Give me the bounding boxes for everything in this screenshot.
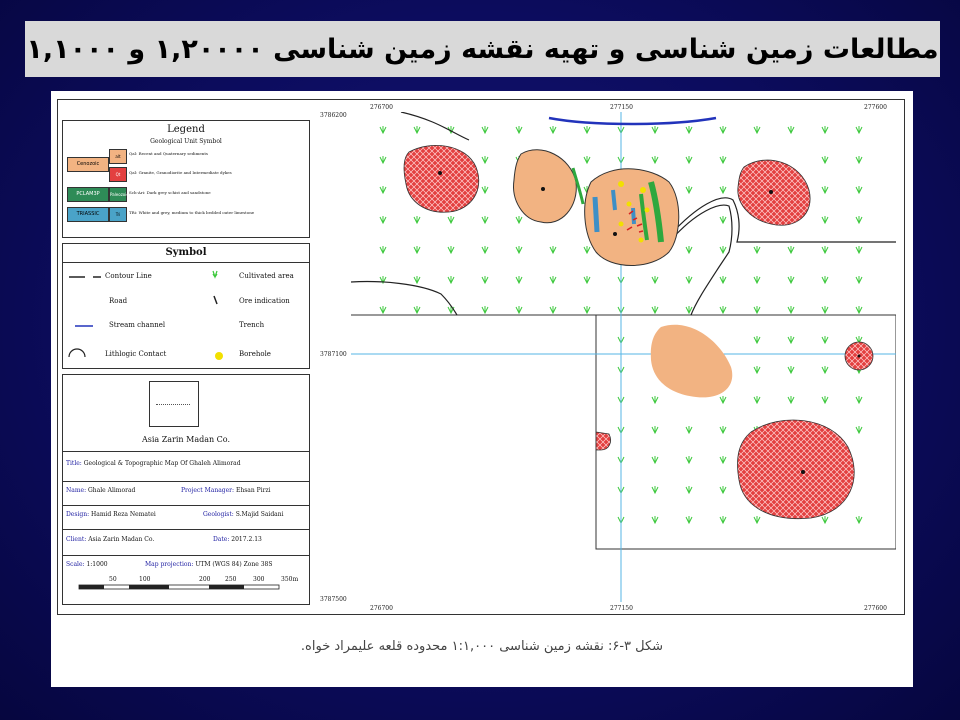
unit-desc: Sch-Ari: Dark grey schist and sandstone — [129, 190, 211, 195]
borehole-icon — [215, 352, 223, 360]
title-value: Geological & Topographic Map Of Ghaleh Alimorad — [83, 460, 241, 467]
unit-desc: Qal: Recent and Quaternary sediments — [129, 151, 208, 156]
coord-left: 3787500 — [320, 596, 347, 603]
symbol-label-trench: Trench — [239, 321, 265, 329]
scale-tick: 350m — [281, 576, 299, 583]
coord-left: 3787100 — [320, 351, 347, 358]
cultivated-area-icon — [213, 271, 217, 277]
scale-tick: 100 — [139, 576, 151, 583]
geologist-value: S.Majid Saidani — [235, 511, 284, 518]
date-value: 2017.2.13 — [231, 536, 262, 543]
symbol-box — [62, 243, 310, 369]
scale-tick: 200 — [199, 576, 211, 583]
title-label: Title: — [66, 460, 82, 467]
coord-left: 3786200 — [320, 112, 347, 119]
projection-value: UTM (WGS 84) Zone 38S — [195, 561, 273, 568]
coord-top: 277150 — [610, 104, 633, 111]
legend-title: Legend — [167, 124, 205, 135]
name-value: Ghale Alimorad — [88, 487, 136, 494]
legend-subtitle: Geological Unit Symbol — [150, 138, 222, 145]
symbol-title: Symbol — [165, 247, 207, 258]
unit-swatch-triassic: TRIASSIC — [67, 207, 109, 222]
unit-desc: TRi: White and grey, medium to thick bedded outer limestone — [129, 210, 255, 215]
scale-tick: 250 — [225, 576, 237, 583]
design-value: Hamid Reza Nematei — [91, 511, 156, 518]
granite-unit — [738, 420, 855, 519]
scale-tick: 50 — [109, 576, 117, 583]
symbol-label-contour: Contour Line — [105, 272, 152, 280]
design-label: Design: — [66, 511, 90, 518]
coord-bottom: 277150 — [610, 605, 633, 612]
limestone-unit — [613, 190, 615, 210]
scale-bar — [69, 575, 305, 595]
lithologic-contact-icon — [69, 349, 85, 357]
granite-unit — [404, 145, 479, 212]
pm-label: Project Manager: — [181, 487, 235, 494]
title-block — [62, 374, 310, 605]
unit-swatch-cenozoic: Cenozoic — [67, 157, 109, 172]
unit-mini-pz: Paleozoic — [109, 187, 127, 202]
coord-top: 277600 — [864, 104, 887, 111]
symbol-label-road: Road — [109, 297, 128, 305]
geologist-label: Geologist: — [203, 511, 234, 518]
figure-caption: شکل ۳-۶: نقشه زمین شناسی ۱:۱,۰۰۰ محدوده قلعه علیمراد خواه. — [300, 639, 664, 654]
granite-unit — [596, 432, 611, 450]
name-label: Name: — [66, 487, 87, 494]
limestone-unit — [633, 208, 634, 224]
scale-tick: 300 — [253, 576, 265, 583]
limestone-unit — [595, 197, 597, 232]
unit-swatch-paleozoic: PCLAM3P — [67, 187, 109, 202]
company-name: Asia Zarin Madan Co. — [141, 435, 231, 444]
slide-title-bar — [25, 21, 940, 77]
symbol-label-contact: Lithlogic Contact — [105, 350, 167, 358]
ore-indication-icon — [214, 296, 217, 304]
legend-box — [62, 120, 310, 238]
figure-paper — [51, 91, 913, 687]
symbol-label-ore: Ore indication — [239, 297, 290, 305]
pm-value: Ehsan Pirzi — [235, 487, 271, 494]
client-label: Client: — [66, 536, 87, 543]
symbol-label-cultivated: Cultivated area — [239, 272, 294, 280]
projection-label: Map projection: — [145, 561, 194, 568]
unit-mini-alt: alt — [109, 149, 127, 164]
unit-mini-tri: Tri — [109, 207, 127, 222]
slide-title: مطالعات زمین شناسی و تهیه نقشه زمین شناسی ۱,۲۰۰۰۰ و ۱,۱۰۰۰ — [26, 33, 939, 65]
coord-bottom: 277600 — [864, 605, 887, 612]
unit-desc: Qal: Granite, Granodiorite and Intermediate dykes — [129, 170, 232, 175]
scale-value: 1:1000 — [86, 561, 108, 568]
geological-map — [351, 112, 896, 602]
coord-top: 276700 — [370, 104, 393, 111]
company-logo — [149, 381, 199, 427]
symbol-label-stream: Stream channel — [109, 321, 166, 329]
map-sheet — [57, 99, 905, 615]
client-value: Asia Zarin Madan Co. — [88, 536, 155, 543]
date-label: Date: — [213, 536, 230, 543]
scale-label: Scale: — [66, 561, 85, 568]
symbol-label-borehole: Borehole — [239, 350, 271, 358]
legend-column — [62, 120, 312, 605]
unit-mini-qt: Qt — [109, 167, 127, 182]
coord-bottom: 276700 — [370, 605, 393, 612]
